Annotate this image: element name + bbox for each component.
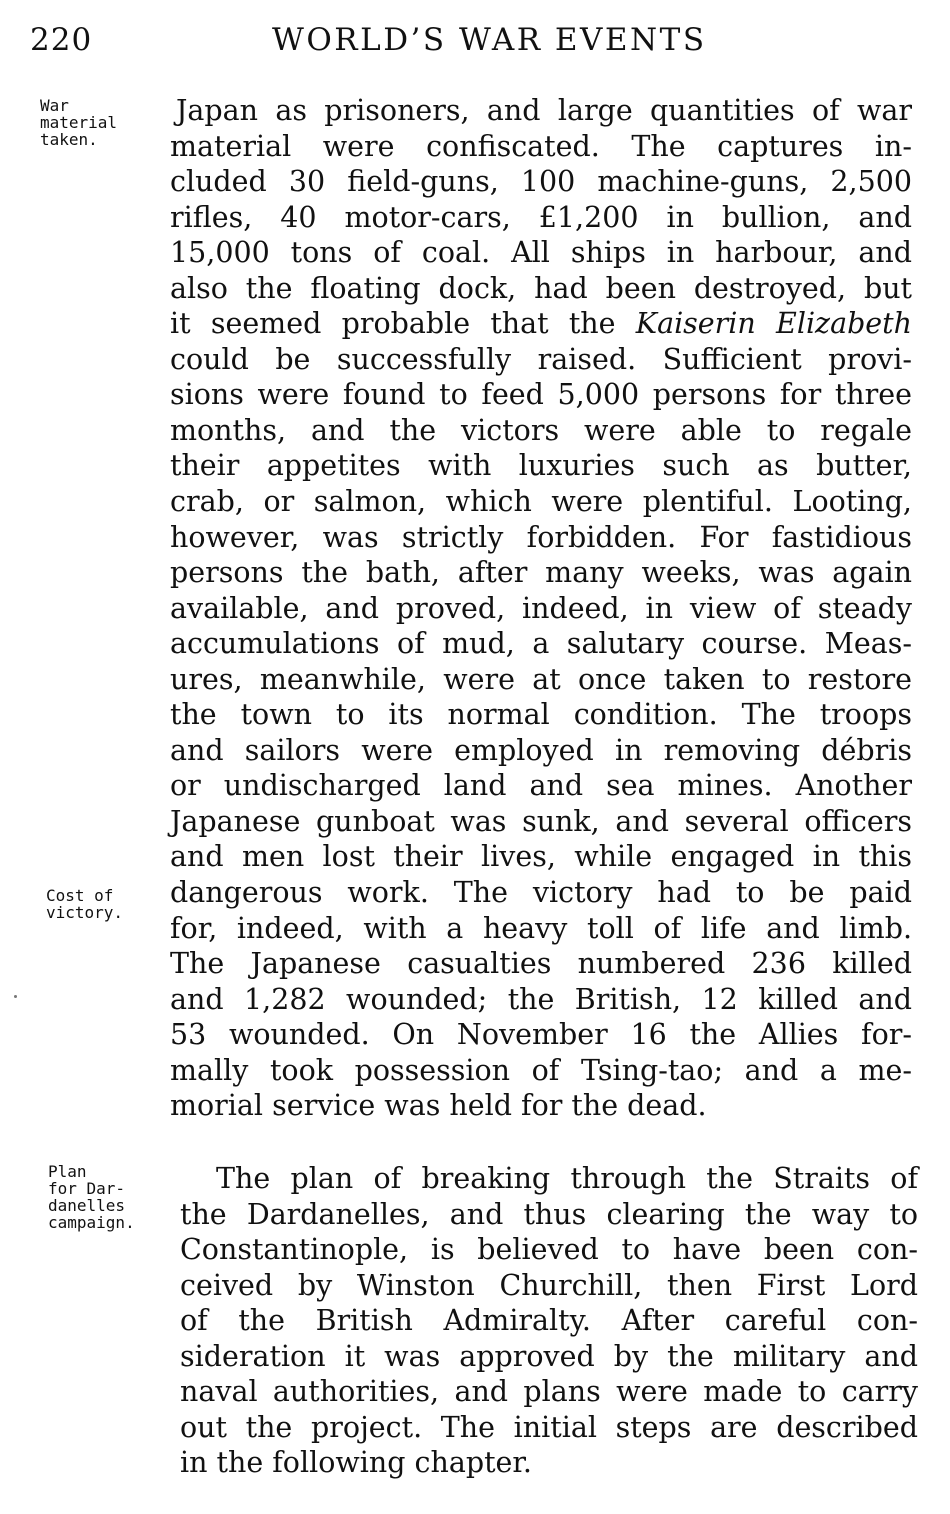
text-line: of the British Admiralty. After careful con- [180,1304,918,1338]
text-line: mally took possession of Tsing-tao; and a me- [170,1053,912,1087]
text-line: could be successfully raised. Sufficient provi- [170,342,912,376]
margin-note-cost-of-victory [46,887,123,921]
text-line: the town to its normal condition. The troops [170,698,912,732]
print-speck [14,995,17,998]
text-line: dangerous work. The victory had to be paid [170,876,912,910]
text-run: it seemed probable that the [170,307,636,341]
page-number: 220 [30,22,93,58]
text-line-with-ship-name [170,306,912,342]
text-line: sideration it was approved by the military and [180,1339,918,1373]
text-line: and sailors were employed in removing débris [170,733,912,767]
body-paragraph-tsingtao [170,93,912,1124]
text-line: material were confiscated. The captures in- [170,129,912,163]
text-line: also the floating dock, had been destroyed, but [170,271,912,305]
text-line: however, was strictly forbidden. For fastidious [170,520,912,554]
text-line: available, and proved, indeed, in view of steady [170,591,912,625]
margin-note-line: War [40,96,69,115]
text-line: or undischarged land and sea mines. Another [170,769,912,803]
text-line: Japan as prisoners, and large quantities of war [176,94,912,127]
margin-note-line: Cost of [46,886,114,905]
text-line: and 1,282 wounded; the British, 12 killed and [170,982,912,1016]
margin-note-line: taken. [40,130,98,149]
margin-note-line: material [40,113,118,132]
margin-note-line: for Dar- [48,1179,126,1198]
text-line: crab, or salmon, which were plentiful. Looting, [170,485,912,519]
text-line: morial service was held for the dead. [170,1089,707,1123]
margin-note-dardanelles-plan [48,1163,135,1231]
text-line: sions were found to feed 5,000 persons for three [170,378,912,412]
running-head: WORLD’S WAR EVENTS [272,22,707,58]
body-paragraph-dardanelles [180,1161,918,1481]
margin-note-line: danelles [48,1196,126,1215]
text-line: out the project. The initial steps are described [180,1410,918,1444]
ship-name: Kaiserin Elizabeth [635,307,912,341]
text-line: ceived by Winston Churchill, then First Lord [180,1268,918,1302]
text-line: months, and the victors were able to regale [170,413,912,447]
text-line: accumulations of mud, a salutary course. Meas- [170,627,912,661]
text-line: cluded 30 field-guns, 100 machine-guns, 2,500 [170,165,912,199]
margin-note-line: victory. [46,903,124,922]
text-line: the Dardanelles, and thus clearing the way to [180,1197,918,1231]
margin-note-war-material [40,97,117,148]
margin-note-line: campaign. [48,1213,135,1232]
page-header [30,22,910,72]
text-line: The Japanese casualties numbered 236 killed [170,947,912,981]
text-line: The plan of breaking through the Straits of [216,1162,918,1195]
text-line: for, indeed, with a heavy toll of life and limb. [170,911,912,945]
text-line: naval authorities, and plans were made to carry [180,1375,918,1409]
margin-note-line: Plan [48,1162,87,1181]
text-line: their appetites with luxuries such as butter, [170,449,912,483]
text-line: ures, meanwhile, were at once taken to restore [170,662,912,696]
text-line: rifles, 40 motor-cars, £1,200 in bullion, and [170,200,912,234]
text-line: in the following chapter. [180,1446,532,1480]
text-line: and men lost their lives, while engaged in this [170,840,912,874]
text-line: Japanese gunboat was sunk, and several officers [170,804,912,838]
text-line: Constantinople, is believed to have been con- [180,1233,918,1267]
text-line: 15,000 tons of coal. All ships in harbour, and [170,236,912,270]
text-line: 53 wounded. On November 16 the Allies for- [170,1018,912,1052]
text-line: persons the bath, after many weeks, was again [170,556,912,590]
